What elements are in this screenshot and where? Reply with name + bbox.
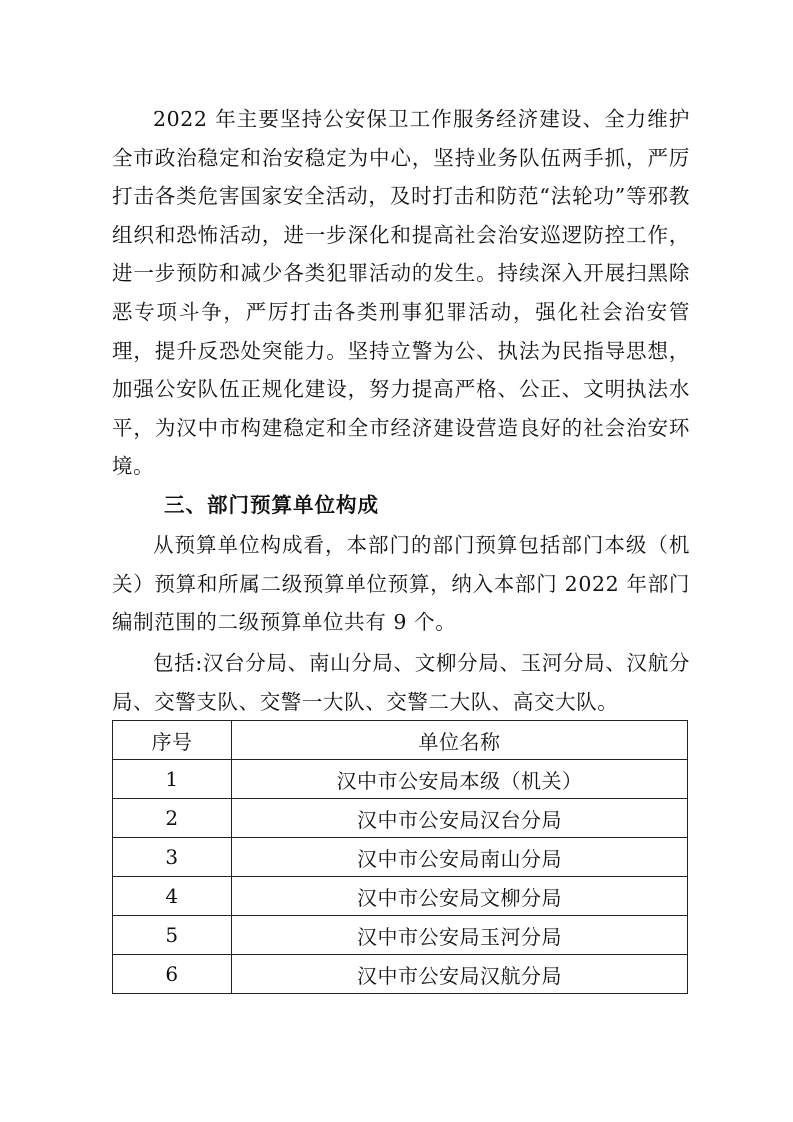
table-header-row [113,721,688,760]
table-row [113,760,688,799]
header-unit-name: 单位名称 [232,721,688,760]
paragraph-budget-composition: 从预算单位构成看，本部门的部门预算包括部门本级（机关）预算和所属二级预算单位预算，纳入本部门 2022 年部门编制范围的二级预算单位共有 9 个。 [112,533,690,635]
row-unit-name: 汉中市公安局玉河分局 [232,916,688,955]
row-serial: 5 [113,916,232,955]
table-row [113,955,688,994]
table-row [113,916,688,955]
paragraph-units-list: 包括:汉台分局、南山分局、文柳分局、玉河分局、汉航分局、交警支队、交警一大队、交警二大队、高交大队。 [112,651,690,714]
row-serial: 1 [113,760,232,799]
table-row [113,877,688,916]
paragraph-work-focus: 2022 年主要坚持公安保卫工作服务经济建设、全力维护全市政治稳定和治安稳定为中心，坚持业务队伍两手抓，严厉打击各类危害国家安全活动，及时打击和防范“法轮功”等邪教组织和恐怖活动，进一步深化和提高社会治安巡逻防控工作，进一步预防和减少各类犯罪活动的发生。持续深入开展扫黑除恶专项斗争，严厉打击各类刑事犯罪活动，强化社会治安管理，提升反恐处突能力。坚持立警为公、执法为民指导思想，加强公安队伍正规化建设，努力提高严格、公正、文明执法水平，为汉中市构建稳定和全市经济建设营造良好的社会治安环境。 [112,107,690,479]
row-unit-name: 汉中市公安局汉航分局 [232,955,688,994]
budget-units-table [112,720,688,994]
row-unit-name: 汉中市公安局汉台分局 [232,799,688,838]
row-serial: 3 [113,838,232,877]
row-unit-name: 汉中市公安局文柳分局 [232,877,688,916]
row-serial: 6 [113,955,232,994]
table-row [113,799,688,838]
row-unit-name: 汉中市公安局本级（机关） [232,760,688,799]
table-row [113,838,688,877]
row-unit-name: 汉中市公安局南山分局 [232,838,688,877]
section-heading: 三、部门预算单位构成 [164,493,379,517]
row-serial: 2 [113,799,232,838]
header-serial: 序号 [113,721,232,760]
row-serial: 4 [113,877,232,916]
